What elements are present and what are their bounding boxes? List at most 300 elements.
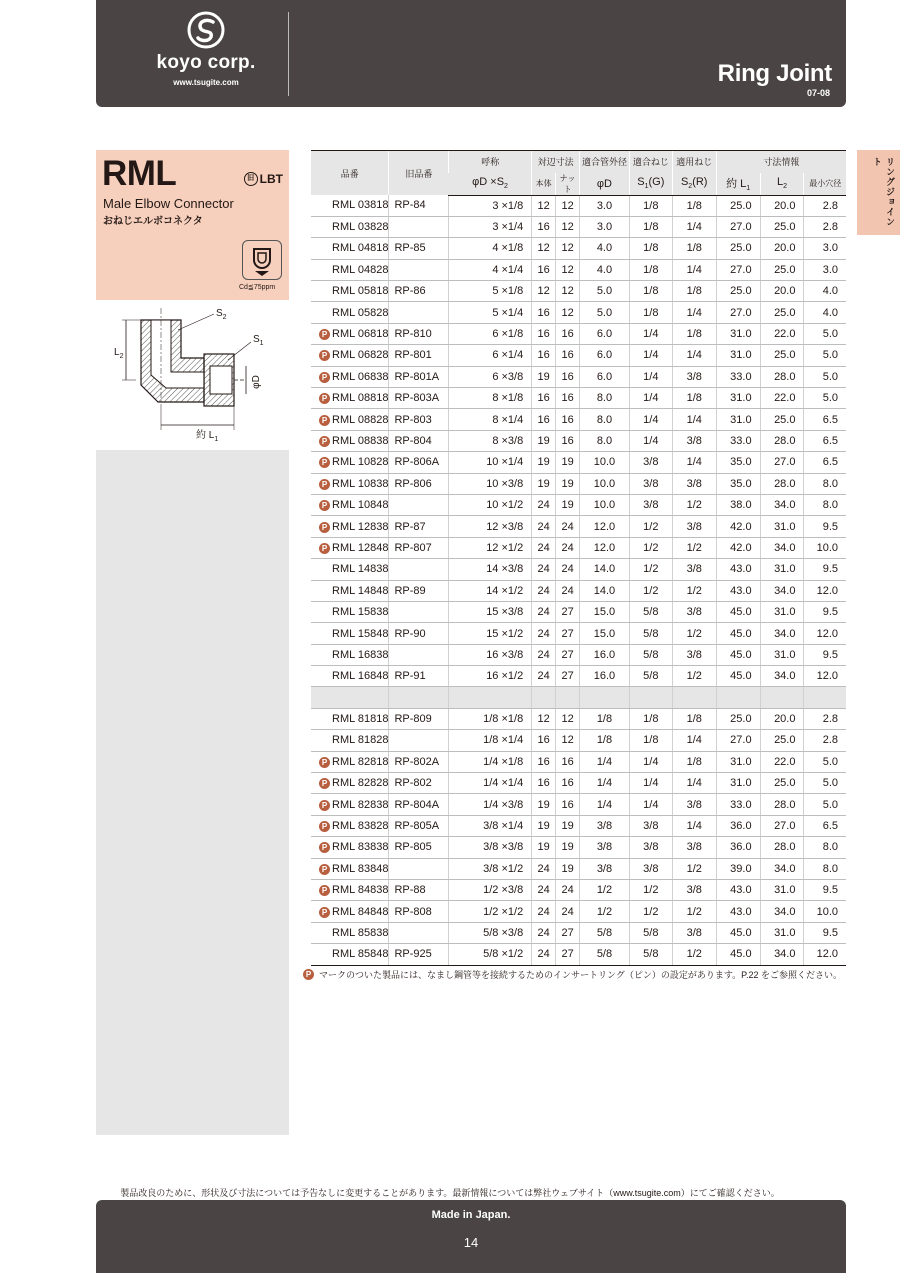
cell-nut: 16 (556, 388, 580, 409)
cell-od: 1/4 (580, 773, 630, 794)
cell-part (311, 708, 389, 729)
cell-s1: 1/4 (629, 323, 672, 344)
cell-body: 12 (532, 281, 556, 302)
p-mark-icon: P (319, 479, 330, 490)
spacer-cell (672, 687, 716, 708)
cell-s2: 1/2 (672, 901, 716, 922)
cell-part (311, 773, 389, 794)
cell-nut: 27 (556, 944, 580, 965)
cell-s2: 1/4 (672, 216, 716, 237)
cell-l2: 34.0 (760, 901, 804, 922)
cell-l2: 27.0 (760, 452, 804, 473)
cell-od: 15.0 (580, 623, 630, 644)
cell-hole: 4.0 (804, 281, 846, 302)
cell-old: RP-801A (389, 366, 449, 387)
cell-l2: 31.0 (760, 559, 804, 580)
cell-part (311, 922, 389, 943)
cell-s1: 1/8 (629, 259, 672, 280)
cell-body: 19 (532, 430, 556, 451)
cell-size: 8 ×1/8 (449, 388, 532, 409)
cell-nut: 16 (556, 345, 580, 366)
cell-nut: 16 (556, 366, 580, 387)
cell-body: 19 (532, 794, 556, 815)
cell-od: 12.0 (580, 537, 630, 558)
cell-l2: 22.0 (760, 388, 804, 409)
cell-part (311, 794, 389, 815)
p-mark-icon: P (319, 372, 330, 383)
cell-l2: 20.0 (760, 281, 804, 302)
cell-l2: 20.0 (760, 238, 804, 259)
cell-size: 14 ×1/2 (449, 580, 532, 601)
cell-size: 5/8 ×1/2 (449, 944, 532, 965)
cell-hole: 8.0 (804, 858, 846, 879)
cell-od: 16.0 (580, 666, 630, 687)
side-tab-label: リングジョイント (872, 157, 895, 227)
part-number: RML 83828 (332, 820, 389, 833)
cell-od: 3/8 (580, 837, 630, 858)
part-number: RML 15838 (332, 606, 389, 619)
cell-l2: 22.0 (760, 751, 804, 772)
cell-body: 24 (532, 516, 556, 537)
cell-od: 3/8 (580, 815, 630, 836)
cell-s1: 1/2 (629, 580, 672, 601)
cell-s1: 3/8 (629, 494, 672, 515)
cell-nut: 19 (556, 494, 580, 515)
part-number: RML 82818 (332, 755, 389, 768)
cell-old: RP-805 (389, 837, 449, 858)
table-row (311, 730, 846, 751)
cell-s1: 1/4 (629, 409, 672, 430)
cell-s1: 1/8 (629, 281, 672, 302)
cell-part (311, 452, 389, 473)
cell-nut: 12 (556, 216, 580, 237)
cell-hole: 2.8 (804, 730, 846, 751)
cell-part (311, 473, 389, 494)
cell-l1: 31.0 (716, 345, 760, 366)
cell-part (311, 580, 389, 601)
cell-s1: 1/8 (629, 195, 672, 216)
p-mark-icon: P (319, 778, 330, 789)
cell-part (311, 323, 389, 344)
col-dimensions: 寸法情報 (716, 151, 846, 173)
cell-nut: 19 (556, 473, 580, 494)
col-old-part-number: 旧品番 (389, 151, 449, 196)
cell-size: 16 ×1/2 (449, 666, 532, 687)
cell-l1: 35.0 (716, 473, 760, 494)
cell-s2: 1/8 (672, 388, 716, 409)
company-logo (126, 10, 286, 98)
cell-s2: 1/2 (672, 666, 716, 687)
product-code: RML (102, 154, 177, 193)
cell-old (389, 494, 449, 515)
cell-l2: 20.0 (760, 708, 804, 729)
disclaimer: 製品改良のために、形状及び寸法については予告なしに変更することがあります。最新情報については弊社ウェブサイト（www.tsugite.com）にてご確認ください。 (120, 1188, 780, 1198)
cell-hole: 2.8 (804, 708, 846, 729)
cell-size: 6 ×3/8 (449, 366, 532, 387)
cell-l1: 39.0 (716, 858, 760, 879)
part-number: RML 16848 (332, 670, 389, 683)
cell-old: RP-803 (389, 409, 449, 430)
table-row (311, 815, 846, 836)
cell-hole: 9.5 (804, 644, 846, 665)
cell-s2: 1/8 (672, 323, 716, 344)
cell-body: 24 (532, 880, 556, 901)
cell-size: 16 ×3/8 (449, 644, 532, 665)
table-row (311, 708, 846, 729)
cell-s1: 3/8 (629, 473, 672, 494)
cell-hole: 3.0 (804, 238, 846, 259)
cell-old: RP-89 (389, 580, 449, 601)
cell-size: 3/8 ×3/8 (449, 837, 532, 858)
cell-od: 14.0 (580, 559, 630, 580)
cell-old (389, 259, 449, 280)
cell-l1: 33.0 (716, 366, 760, 387)
cell-s2: 3/8 (672, 644, 716, 665)
cell-hole: 10.0 (804, 537, 846, 558)
cell-part (311, 302, 389, 323)
cell-l1: 25.0 (716, 281, 760, 302)
cell-nut: 12 (556, 259, 580, 280)
table-row (311, 452, 846, 473)
p-mark-icon: P (319, 393, 330, 404)
cell-l2: 25.0 (760, 302, 804, 323)
cell-nut: 12 (556, 302, 580, 323)
p-mark-icon: P (319, 457, 330, 468)
product-name-jp: おねじエルボコネクタ (103, 216, 203, 227)
cell-size: 1/2 ×1/2 (449, 901, 532, 922)
cell-size: 1/8 ×1/8 (449, 708, 532, 729)
cell-size: 1/4 ×3/8 (449, 794, 532, 815)
p-mark-icon: P (319, 329, 330, 340)
cell-s2: 1/4 (672, 730, 716, 751)
cell-hole: 12.0 (804, 580, 846, 601)
col-l2: $L_2$ (760, 173, 804, 196)
table-row (311, 837, 846, 858)
cell-nut: 12 (556, 730, 580, 751)
cell-part (311, 259, 389, 280)
part-number: RML 12848 (332, 541, 389, 554)
cell-hole: 5.0 (804, 345, 846, 366)
logo-icon (186, 10, 226, 50)
p-mark-icon: P (319, 907, 330, 918)
table-row (311, 623, 846, 644)
cell-size: 10 ×1/2 (449, 494, 532, 515)
part-number: RML 16838 (332, 648, 389, 661)
col-part-number: 品番 (311, 151, 389, 196)
cell-nut: 19 (556, 858, 580, 879)
cell-nut: 12 (556, 238, 580, 259)
cell-part (311, 815, 389, 836)
cell-l1: 45.0 (716, 922, 760, 943)
cell-l1: 43.0 (716, 901, 760, 922)
cell-s2: 1/8 (672, 708, 716, 729)
p-mark-icon: P (303, 969, 314, 980)
table-row (311, 537, 846, 558)
cell-l2: 34.0 (760, 580, 804, 601)
cell-s2: 3/8 (672, 473, 716, 494)
cell-body: 24 (532, 944, 556, 965)
page-footer (96, 1200, 846, 1273)
cell-part (311, 537, 389, 558)
p-mark-icon: P (319, 543, 330, 554)
cell-part (311, 430, 389, 451)
cell-old: RP-87 (389, 516, 449, 537)
cell-part (311, 623, 389, 644)
col-nut: ナット (556, 173, 580, 196)
cell-body: 12 (532, 195, 556, 216)
cell-nut: 16 (556, 323, 580, 344)
cell-od: 8.0 (580, 430, 630, 451)
cell-size: 10 ×3/8 (449, 473, 532, 494)
cell-s2: 3/8 (672, 430, 716, 451)
cell-s1: 1/4 (629, 751, 672, 772)
cell-s2: 1/2 (672, 580, 716, 601)
cell-body: 16 (532, 773, 556, 794)
cell-hole: 6.5 (804, 430, 846, 451)
cell-body: 24 (532, 901, 556, 922)
col-body: 本体 (532, 173, 556, 196)
cell-s1: 5/8 (629, 644, 672, 665)
col-thread-sub: $S_1(G)$ (629, 173, 672, 196)
cell-body: 24 (532, 623, 556, 644)
cell-body: 16 (532, 345, 556, 366)
cell-od: 1/2 (580, 880, 630, 901)
cell-s1: 1/2 (629, 901, 672, 922)
cell-hole: 8.0 (804, 473, 846, 494)
cell-l2: 34.0 (760, 858, 804, 879)
cell-hole: 10.0 (804, 901, 846, 922)
cell-hole: 8.0 (804, 837, 846, 858)
cell-s2: 3/8 (672, 559, 716, 580)
cell-s1: 1/8 (629, 302, 672, 323)
cell-s1: 3/8 (629, 837, 672, 858)
side-index-tab (857, 150, 900, 235)
part-number: RML 14838 (332, 563, 389, 576)
cell-size: 15 ×1/2 (449, 623, 532, 644)
cell-hole: 5.0 (804, 323, 846, 344)
cell-nut: 16 (556, 751, 580, 772)
cell-part (311, 238, 389, 259)
cell-hole: 5.0 (804, 794, 846, 815)
col-tube-od: 適合管外径 (580, 151, 630, 173)
cell-od: 3.0 (580, 216, 630, 237)
cell-body: 19 (532, 366, 556, 387)
table-row (311, 922, 846, 943)
cell-s1: 1/8 (629, 730, 672, 751)
cell-size: 3/8 ×1/2 (449, 858, 532, 879)
table-row (311, 345, 846, 366)
table-spacer-row (311, 687, 846, 708)
cell-old (389, 730, 449, 751)
cell-l1: 31.0 (716, 323, 760, 344)
part-number: RML 10848 (332, 499, 389, 512)
part-number: RML 15848 (332, 627, 389, 640)
cell-s2: 3/8 (672, 601, 716, 622)
table-row (311, 559, 846, 580)
cell-size: 4 ×1/4 (449, 259, 532, 280)
cell-part (311, 388, 389, 409)
cell-hole: 12.0 (804, 623, 846, 644)
cell-nut: 27 (556, 644, 580, 665)
cell-od: 14.0 (580, 580, 630, 601)
cell-s2: 3/8 (672, 516, 716, 537)
cell-part (311, 281, 389, 302)
cell-l1: 35.0 (716, 452, 760, 473)
cell-l2: 31.0 (760, 880, 804, 901)
cell-nut: 16 (556, 430, 580, 451)
cell-l2: 25.0 (760, 409, 804, 430)
cell-l1: 43.0 (716, 580, 760, 601)
cell-hole: 6.5 (804, 452, 846, 473)
spacer-cell (449, 687, 532, 708)
cell-old: RP-807 (389, 537, 449, 558)
header-divider (288, 12, 289, 96)
table-row (311, 323, 846, 344)
part-number: RML 84838 (332, 884, 389, 897)
cell-od: 5.0 (580, 281, 630, 302)
cell-l1: 27.0 (716, 216, 760, 237)
part-number: RML 84848 (332, 905, 389, 918)
cell-nut: 12 (556, 195, 580, 216)
table-row (311, 858, 846, 879)
cell-l1: 31.0 (716, 388, 760, 409)
series-code: LBT (259, 172, 283, 186)
cell-body: 24 (532, 494, 556, 515)
table-row (311, 880, 846, 901)
p-mark-icon: P (319, 500, 330, 511)
cell-part (311, 751, 389, 772)
cell-od: 10.0 (580, 494, 630, 515)
cell-hole: 5.0 (804, 773, 846, 794)
table-row (311, 195, 846, 216)
cell-od: 12.0 (580, 516, 630, 537)
cell-l1: 31.0 (716, 751, 760, 772)
cell-od: 1/4 (580, 751, 630, 772)
cell-nut: 24 (556, 880, 580, 901)
cadmium-free-icon (242, 240, 282, 280)
cell-size: 3 ×1/8 (449, 195, 532, 216)
spacer-cell (389, 687, 449, 708)
cell-part (311, 944, 389, 965)
cell-s1: 1/4 (629, 388, 672, 409)
cell-body: 16 (532, 409, 556, 430)
footnote (303, 968, 842, 981)
cell-l2: 25.0 (760, 773, 804, 794)
cell-body: 19 (532, 815, 556, 836)
d-label: φD (251, 375, 262, 389)
cell-part (311, 366, 389, 387)
cell-size: 1/8 ×1/4 (449, 730, 532, 751)
p-mark-icon: P (319, 821, 330, 832)
col-nominal: 呼称 (449, 151, 532, 173)
p-mark-icon: P (319, 415, 330, 426)
cell-old: RP-90 (389, 623, 449, 644)
col-tube-od-sub: φD (580, 173, 630, 196)
cell-body: 24 (532, 666, 556, 687)
cell-part (311, 559, 389, 580)
cell-s1: 5/8 (629, 922, 672, 943)
part-number: RML 08838 (332, 434, 389, 447)
cell-hole: 6.5 (804, 409, 846, 430)
part-number: RML 12838 (332, 520, 389, 533)
cell-part (311, 409, 389, 430)
spec-table-body (311, 195, 846, 965)
cell-s2: 1/4 (672, 409, 716, 430)
cell-hole: 9.5 (804, 559, 846, 580)
spec-table (311, 150, 846, 966)
p-mark-icon: P (319, 522, 330, 533)
table-row (311, 409, 846, 430)
page-number: 14 (463, 1235, 479, 1250)
cell-nut: 27 (556, 601, 580, 622)
cell-l1: 38.0 (716, 494, 760, 515)
cell-body: 24 (532, 858, 556, 879)
table-row (311, 944, 846, 965)
cell-s2: 3/8 (672, 794, 716, 815)
table-row (311, 901, 846, 922)
cell-size: 1/2 ×3/8 (449, 880, 532, 901)
table-row (311, 366, 846, 387)
cell-body: 24 (532, 601, 556, 622)
cell-part (311, 644, 389, 665)
cell-s2: 1/4 (672, 452, 716, 473)
cell-part (311, 858, 389, 879)
col-thread: 適合ねじ (629, 151, 672, 173)
company-url: www.tsugite.com (173, 78, 239, 87)
cell-size: 5 ×1/8 (449, 281, 532, 302)
cell-part (311, 195, 389, 216)
cell-od: 4.0 (580, 238, 630, 259)
cell-old: RP-801 (389, 345, 449, 366)
p-mark-icon: P (319, 436, 330, 447)
part-number: RML 10828 (332, 456, 389, 469)
cell-s2: 1/4 (672, 345, 716, 366)
cell-l2: 28.0 (760, 473, 804, 494)
cell-l2: 31.0 (760, 644, 804, 665)
cell-body: 16 (532, 216, 556, 237)
spacer-cell (532, 687, 556, 708)
part-number: RML 06818 (332, 328, 389, 341)
product-panel (96, 150, 289, 1135)
cell-hole: 3.0 (804, 259, 846, 280)
spacer-cell (556, 687, 580, 708)
cell-body: 16 (532, 259, 556, 280)
col-across-flats: 対辺寸法 (532, 151, 580, 173)
cell-body: 24 (532, 559, 556, 580)
cell-l1: 42.0 (716, 516, 760, 537)
cell-nut: 27 (556, 623, 580, 644)
cell-part (311, 880, 389, 901)
cell-l2: 31.0 (760, 516, 804, 537)
cell-s2: 3/8 (672, 366, 716, 387)
spacer-cell (311, 687, 389, 708)
cell-l2: 34.0 (760, 623, 804, 644)
cell-l2: 27.0 (760, 815, 804, 836)
table-row (311, 473, 846, 494)
cell-nut: 24 (556, 901, 580, 922)
cell-nut: 12 (556, 281, 580, 302)
cell-old (389, 644, 449, 665)
table-row (311, 644, 846, 665)
cell-size: 1/4 ×1/4 (449, 773, 532, 794)
cell-l1: 45.0 (716, 644, 760, 665)
cell-body: 16 (532, 302, 556, 323)
cell-body: 24 (532, 922, 556, 943)
cell-part (311, 837, 389, 858)
table-row (311, 281, 846, 302)
table-row (311, 773, 846, 794)
cell-size: 8 ×1/4 (449, 409, 532, 430)
